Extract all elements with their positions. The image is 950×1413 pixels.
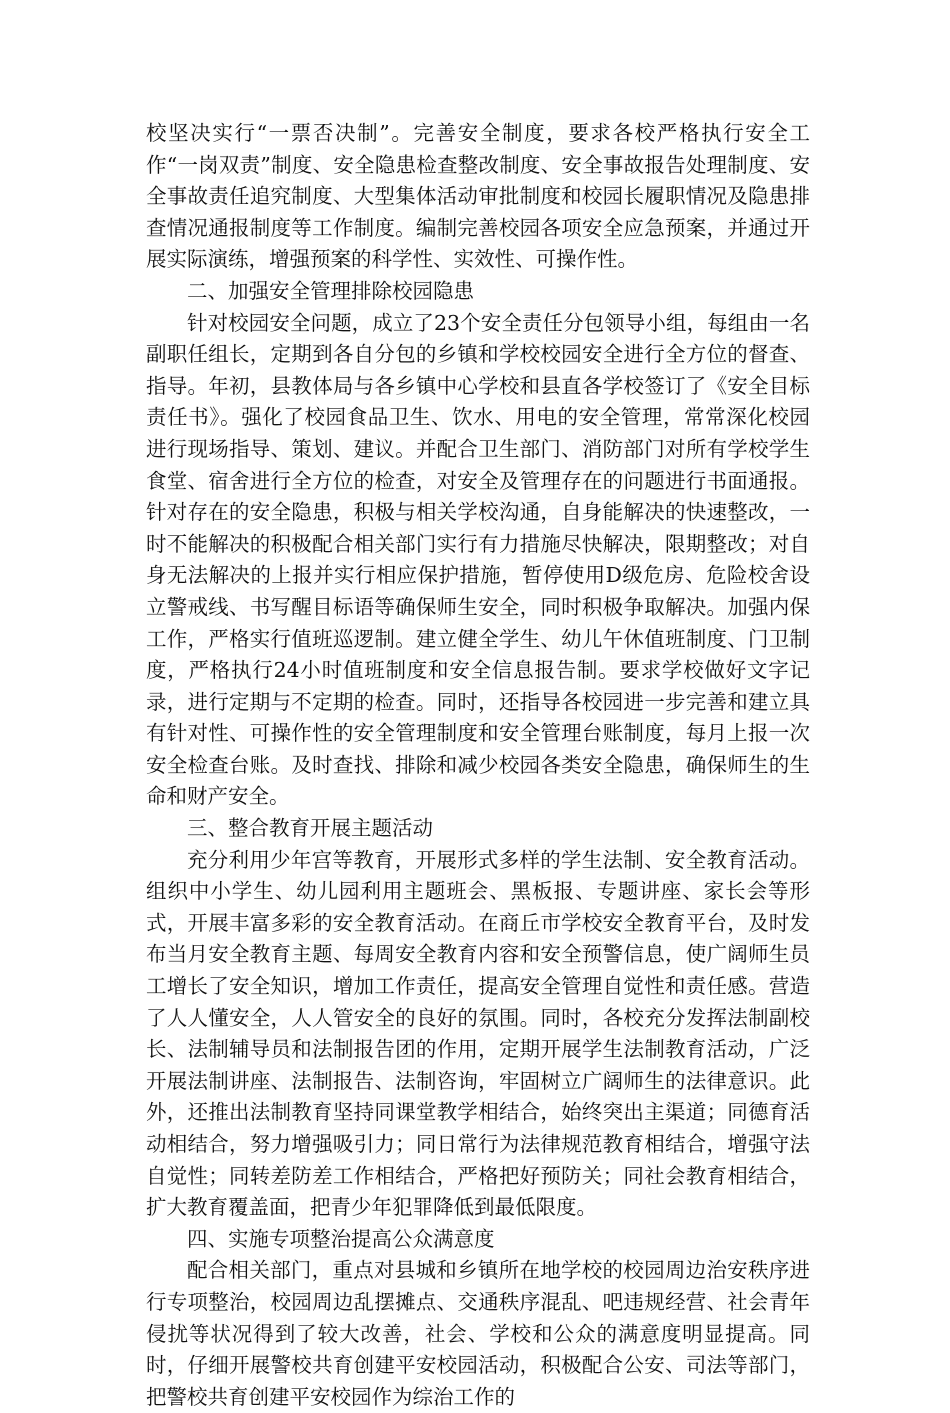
paragraph-section-3: 充分利用少年宫等教育，开展形式多样的学生法制、安全教育活动。组织中小学生、幼儿园利用主题班会、黑板报、专题讲座、家长会等形式，开展丰富多彩的安全教育活动。在商丘市学校安全教育平台，及时发布当月安全教育主题、每周安全教育内容和安全预警信息，使广阔师生员工增长了安全知识，增加工作责任，提高安全管理自觉性和责任感。营造了人人懂安全，人人管安全的良好的氛围。同时，各校充分发挥法制副校长、法制辅导员和法制报告团的作用，定期开展学生法制教育活动，广泛开展法制讲座、法制报告、法制咨询，牢固树立广阔师生的法律意识。此外，还推出法制教育坚持同课堂教学相结合，始终突出主渠道；同德育活动相结合，努力增强吸引力；同日常行为法律规范教育相结合，增强守法自觉性；同转差防差工作相结合，严格把好预防关；同社会教育相结合，扩大教育覆盖面，把青少年犯罪降低到最低限度。 [146, 847, 810, 1220]
section-heading-4: 四、实施专项整治提高公众满意度 [187, 1226, 495, 1251]
paragraph-section-4: 配合相关部门，重点对县城和乡镇所在地学校的校园周边治安秩序进行专项整治，校园周边乱摆摊点、交通秩序混乱、吧违规经营、社会青年侵扰等状况得到了较大改善，社会、学校和公众的满意度明显提高。同时，仔细开展警校共育创建平安校园活动，积极配合公安、司法等部门，把警校共育创建平安校园作为综治工作的 [146, 1258, 810, 1409]
paragraph-intro: 校坚决实行“一票否决制”。完善安全制度，要求各校严格执行安全工作“一岗双责”制度、安全隐患检查整改制度、安全事故报告处理制度、安全事故责任追究制度、大型集体活动审批制度和校园长履职情况及隐患排查情况通报制度等工作制度。编制完善校园各项安全应急预案，并通过开展实际演练，增强预案的科学性、实效性、可操作性。 [146, 121, 810, 272]
section-heading-3: 三、整合教育开展主题活动 [187, 816, 433, 841]
section-heading-2: 二、加强安全管理排除校园隐患 [187, 278, 474, 303]
document-body [146, 118, 810, 1413]
paragraph-section-2: 针对校园安全问题，成立了23个安全责任分包领导小组，每组由一名副职任组长，定期到各自分包的乡镇和学校校园安全进行全方位的督查、指导。年初，县教体局与各乡镇中心学校和县直各学校签订了《安全目标责任书》。强化了校园食品卫生、饮水、用电的安全管理，常常深化校园进行现场指导、策划、建议。并配合卫生部门、消防部门对所有学校学生食堂、宿舍进行全方位的检查，对安全及管理存在的问题进行书面通报。针对存在的安全隐患，积极与相关学校沟通，自身能解决的快速整改，一时不能解决的积极配合相关部门实行有力措施尽快解决，限期整改；对自身无法解决的上报并实行相应保护措施，暂停使用D级危房、危险校舍设立警戒线、书写醒目标语等确保师生安全，同时积极争取解决。加强内保工作，严格实行值班巡逻制。建立健全学生、幼儿午休值班制度、门卫制度，严格执行24小时值班制度和安全信息报告制。要求学校做好文字记录，进行定期与不定期的检查。同时，还指导各校园进一步完善和建立具有针对性、可操作性的安全管理制度和安全管理台账制度，每月上报一次安全检查台账。及时查找、排除和减少校园各类安全隐患，确保师生的生命和财产安全。 [146, 310, 810, 809]
